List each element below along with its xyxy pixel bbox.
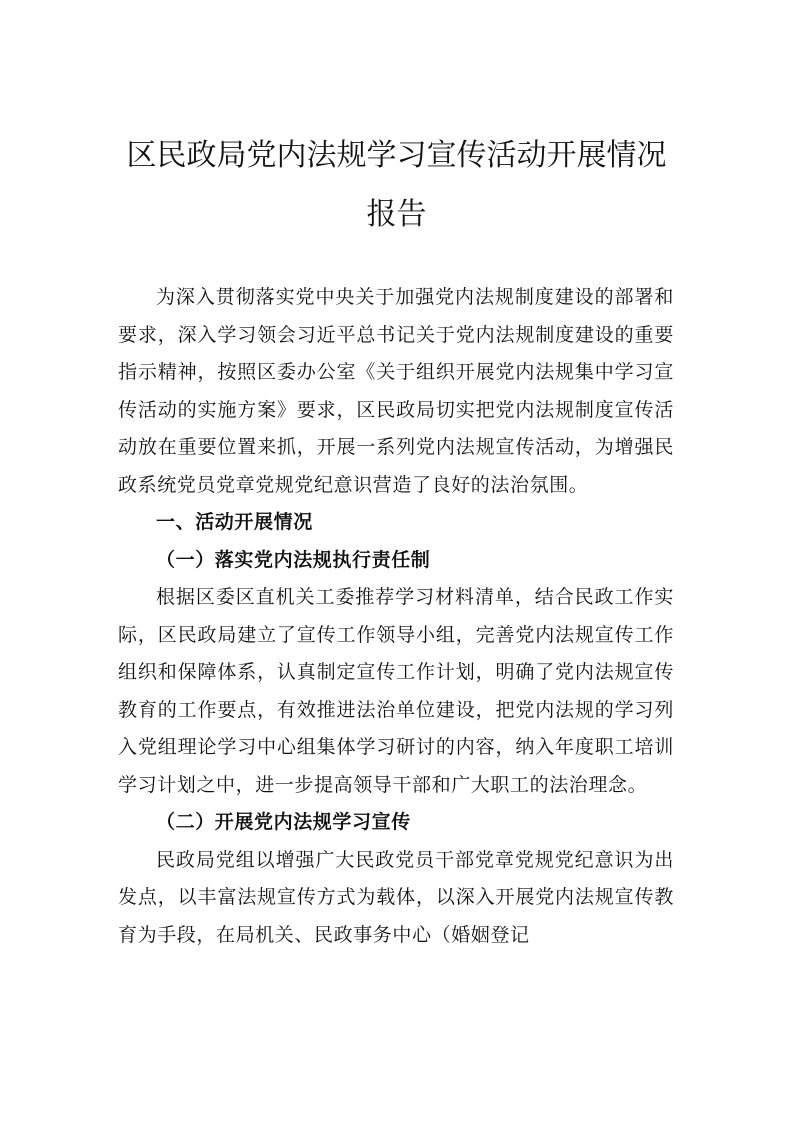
document-title-line1: 区民政局党内法规学习宣传活动开展情况: [126, 138, 667, 173]
responsibility-paragraph: 根据区委区直机关工委推荐学习材料清单，结合民政工作实际，区民政局建立了宣传工作领导小组，完善党内法规宣传工作组织和保障体系，认真制定宣传工作计划，明确了党内法规宣传教育的工作要点，有效推进法治单位建设，把党内法规的学习列入党组理论学习中心组集体学习研讨的内容，纳入年度职工培训学习计划之中，进一步提高领导干部和广大职工的法治理念。: [118, 586, 674, 796]
section-heading-activities: 一、活动开展情况: [156, 511, 313, 533]
subsection-heading-responsibility: （一）落实党内法规执行责任制: [156, 548, 431, 571]
intro-paragraph: 为深入贯彻落实党中央关于加强党内法规制度建设的部署和要求，深入学习领会习近平总书记关于党内法规制度建设的重要指示精神，按照区委办公室《关于组织开展党内法规集中学习宣传活动的实施方案》要求，区民政局切实把党内法规制度宣传活动放在重要位置来抓，开展一系列党内法规宣传活动，为增强民政系统党员党章党规党纪意识营造了良好的法治氛围。: [118, 286, 674, 496]
subsection-heading-study: （二）开展党内法规学习宣传: [156, 811, 411, 833]
study-paragraph: 民政局党组以增强广大民政党员干部党章党规党纪意识为出发点，以丰富法规宣传方式为载体，以深入开展党内法规宣传教育为手段，在局机关、民政事务中心（婚姻登记: [118, 848, 674, 946]
document-title-line2: 报告: [366, 197, 427, 232]
document-body: [118, 279, 674, 954]
